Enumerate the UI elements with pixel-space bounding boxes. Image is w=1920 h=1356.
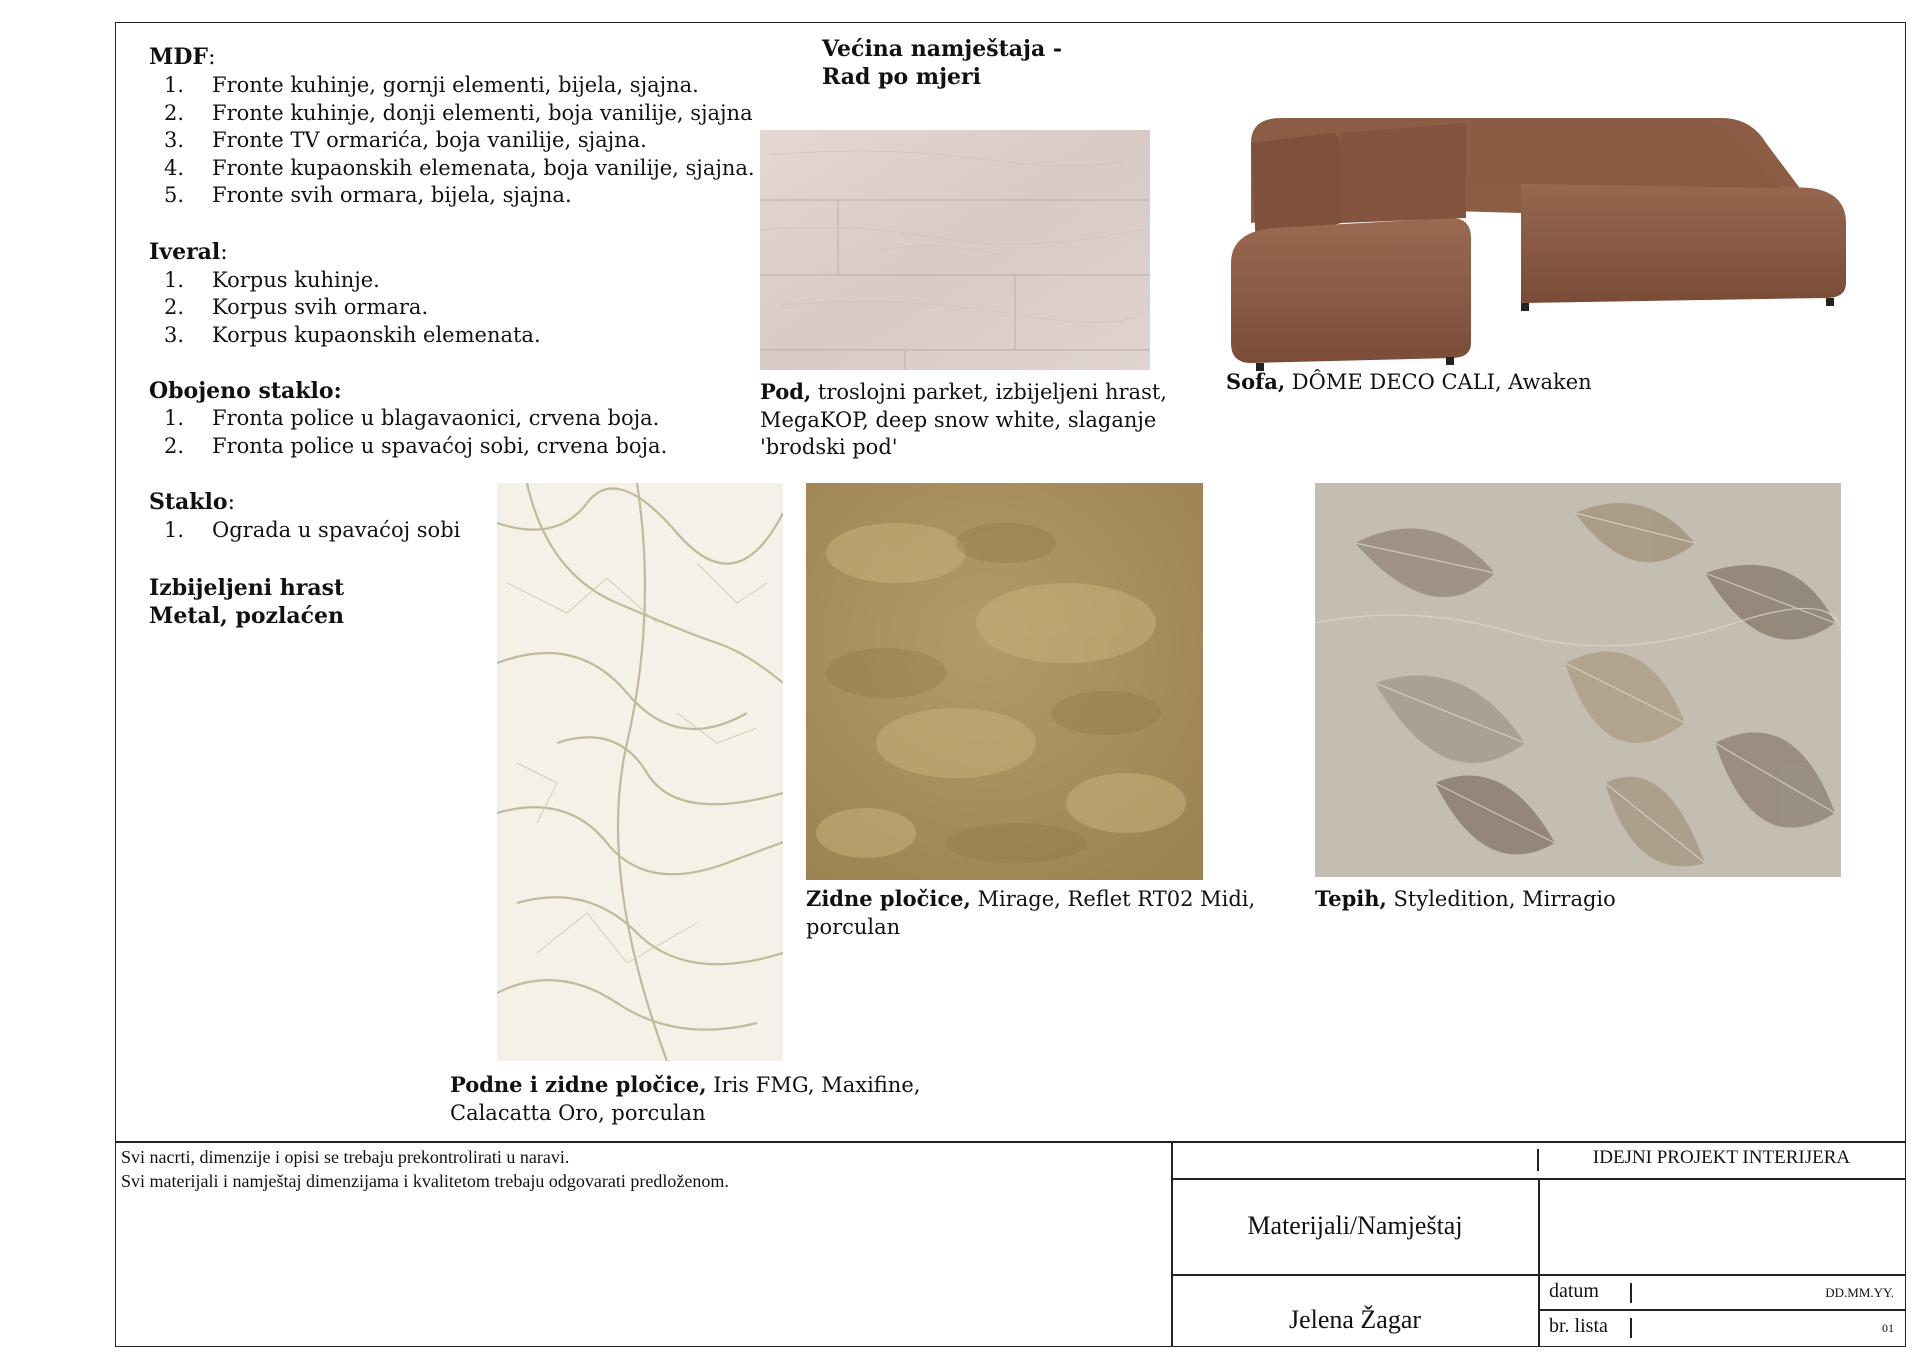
- rug-swatch: [1315, 483, 1841, 877]
- list-item: 2. Korpus svih ormara.: [164, 295, 429, 319]
- list-item: 1. Fronta police u blagavaonici, crvena boja.: [164, 406, 660, 430]
- list-item: 3. Korpus kupaonskih elemenata.: [164, 322, 541, 347]
- rug-caption: Tepih, Styledition, Mirragio: [1315, 886, 1616, 911]
- project-title: IDEJNI PROJEKT INTERIJERA: [1592, 1147, 1851, 1168]
- mdf-list: [149, 72, 755, 210]
- parquet-texture-icon: [760, 130, 1150, 370]
- obojeno-staklo-heading: Obojeno staklo:: [149, 378, 342, 404]
- iveral-heading: Iveral:: [149, 238, 228, 265]
- date-value: DD.MM.YY.: [1825, 1285, 1894, 1300]
- rug-leaf-pattern-icon: [1315, 483, 1841, 877]
- list-item: 3. Fronte TV ormarića, boja vanilije, sjajna.: [164, 128, 647, 152]
- list-item: 1. Korpus kuhinje.: [164, 267, 380, 292]
- date-label: datum: [1549, 1280, 1599, 1302]
- marble-texture-icon: [497, 483, 783, 1061]
- title-block-top-line: [116, 1141, 1905, 1143]
- sheet-number-label: br. lista: [1549, 1315, 1608, 1337]
- mdf-title: MDF: [149, 44, 209, 70]
- sheet-number-value: 01: [1882, 1321, 1894, 1335]
- sofa-image: [1221, 113, 1861, 373]
- gold-tile-caption: Zidne pločice, Mirage, Reflet RT02 Midi, porculan: [806, 886, 1256, 939]
- parquet-swatch: [760, 130, 1150, 370]
- list-item: 1. Ograda u spavaćoj sobi: [164, 518, 461, 542]
- list-item: 2. Fronte kuhinje, donji elementi, boja vanilije, sjajna: [164, 100, 753, 125]
- drawing-sheet: [115, 22, 1906, 1347]
- marble-swatch: [497, 483, 783, 1061]
- mdf-heading: MDF:: [149, 44, 216, 70]
- author-name: Jelena Žagar: [1288, 1305, 1422, 1334]
- marble-caption: Podne i zidne pločice, Iris FMG, Maxifine, Calacatta Oro, porculan: [450, 1072, 921, 1125]
- obojeno-staklo-list: [149, 405, 729, 460]
- list-item: 1. Fronte kuhinje, gornji elementi, bijela, sjajna.: [164, 73, 699, 97]
- furniture-note: Većina namještaja - Rad po mjeri: [822, 36, 1063, 90]
- sheet-title: Materijali/Namještaj: [1247, 1211, 1463, 1240]
- list-item: 4. Fronte kupaonskih elemenata, boja vanilije, sjajna.: [164, 155, 755, 180]
- sofa-icon: [1221, 113, 1861, 373]
- general-notes: Svi nacrti, dimenzije i opisi se trebaju prekontrolirati u naravi. Svi materijali i namještaj dimenzijama i kvalitetom trebaju odgovarati predloženom.: [121, 1147, 729, 1191]
- parquet-caption: Pod, troslojni parket, izbijeljeni hrast, MegaKOP, deep snow white, slaganje 'brodski pod': [760, 379, 1167, 459]
- gold-tile-swatch: [806, 483, 1203, 880]
- staklo-heading: Staklo:: [149, 489, 236, 515]
- list-item: 5. Fronte svih ormara, bijela, sjajna.: [164, 183, 572, 207]
- gold-texture-icon: [806, 483, 1203, 880]
- sofa-caption: Sofa, DÔME DECO CALI, Awaken: [1226, 369, 1592, 394]
- extra-material-metal: Metal, pozlaćen: [149, 602, 344, 629]
- list-item: 2. Fronta police u spavaćoj sobi, crvena boja.: [164, 433, 668, 458]
- iveral-list: [149, 267, 729, 350]
- extra-material-oak: Izbijeljeni hrast: [149, 574, 345, 601]
